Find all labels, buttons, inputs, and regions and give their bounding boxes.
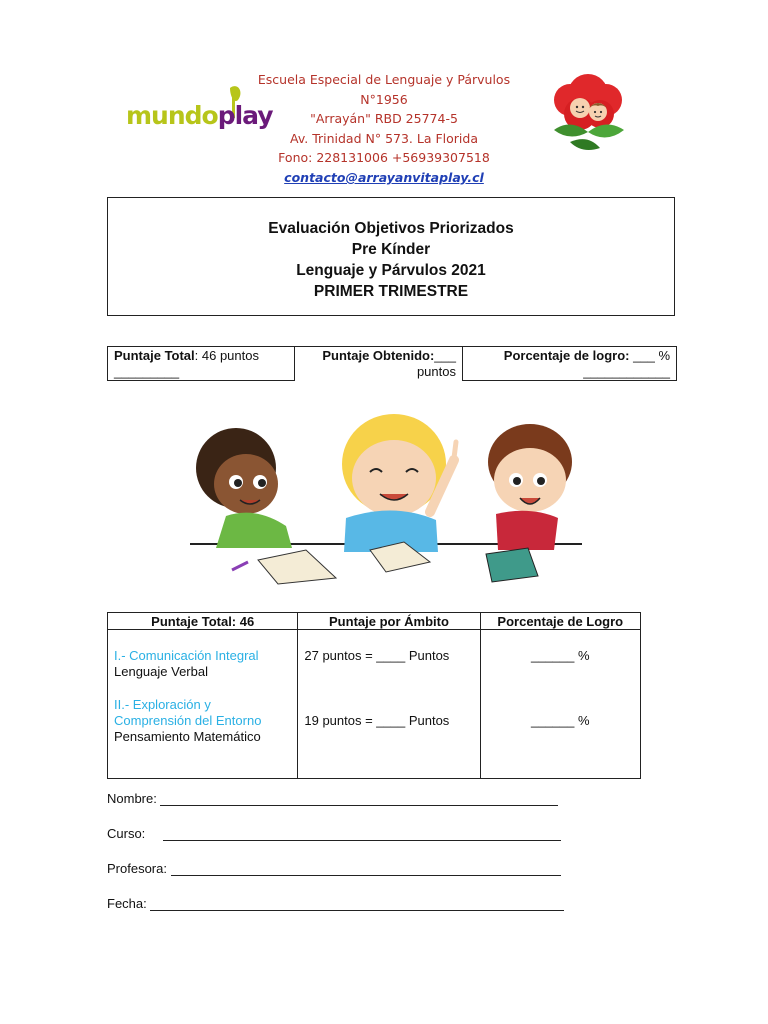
obtained-score-cell — [294, 346, 462, 381]
achievement-percent-label: Porcentaje de logro: — [503, 348, 630, 363]
ambito-1-nucleo: Lenguaje Verbal — [114, 664, 208, 679]
title-line-4: PRIMER TRIMESTRE — [313, 283, 469, 300]
table-header-row — [108, 613, 641, 630]
ambito-2-name-line-1: II.- Exploración y — [114, 697, 211, 712]
ambito-1-puntaje[interactable]: 27 puntos = ____ Puntos — [304, 648, 450, 663]
profesora-label: Profesora: — [107, 861, 167, 876]
logro-cell — [480, 630, 640, 779]
profesora-field — [107, 861, 561, 876]
nombre-label: Nombre: — [107, 791, 157, 806]
school-address: Av. Trinidad N° 573. La Florida — [290, 130, 478, 146]
table-row — [108, 630, 641, 779]
title-line-2: Pre Kínder — [351, 241, 431, 258]
fecha-input-line[interactable] — [150, 897, 564, 911]
ambito-1-logro[interactable]: ______ % — [530, 648, 590, 663]
arrayan-flower-logo — [540, 64, 636, 160]
total-score-label: Puntaje Total — [114, 348, 195, 363]
achievement-percent-cell — [462, 346, 677, 381]
ambito-2-name-line-2: Comprensión del Entorno — [114, 713, 262, 728]
school-info — [236, 70, 532, 188]
ambito-2-logro[interactable]: ______ % — [530, 713, 590, 728]
ambito-2-nucleo: Pensamiento Matemático — [114, 729, 261, 744]
achievement-percent-sign: % — [658, 348, 670, 363]
evaluation-title-box — [107, 197, 675, 316]
achievement-percent-blank-2: ____________ — [583, 364, 670, 379]
curso-field — [107, 826, 561, 841]
ambito-1-name: I.- Comunicación Integral — [114, 648, 259, 663]
obtained-score-unit: puntos — [416, 364, 456, 379]
ambito-cell — [108, 630, 298, 779]
nombre-field — [107, 791, 558, 806]
profesora-input-line[interactable] — [171, 862, 561, 876]
ambito-score-table — [107, 612, 641, 779]
header-total: Puntaje Total: 46 — [108, 613, 298, 630]
school-email-link[interactable]: contacto@arrayanvitaplay.cl — [284, 169, 484, 185]
title-line-3: Lenguaje y Párvulos 2021 — [296, 262, 486, 279]
fecha-label: Fecha: — [107, 896, 147, 911]
curso-input-line[interactable] — [163, 827, 561, 841]
children-reading-illustration — [186, 402, 582, 588]
total-score-value: : 46 puntos — [194, 348, 259, 363]
title-line-1: Evaluación Objetivos Priorizados — [268, 220, 514, 237]
score-summary-row — [107, 346, 677, 381]
curso-label: Curso: — [107, 826, 146, 841]
school-phone: Fono: 228131006 +56939307518 — [278, 150, 490, 166]
obtained-score-blank[interactable]: ___ — [434, 348, 456, 363]
header-puntaje-ambito: Puntaje por Ámbito — [298, 613, 480, 630]
school-name: Escuela Especial de Lenguaje y Párvulos N°1956 — [257, 72, 511, 107]
header-porcentaje-logro: Porcentaje de Logro — [480, 613, 640, 630]
ambito-2-puntaje[interactable]: 19 puntos = ____ Puntos — [304, 713, 450, 728]
school-rbd: "Arrayán" RBD 25774-5 — [310, 111, 458, 127]
nombre-input-line[interactable] — [160, 792, 558, 806]
fecha-field — [107, 896, 564, 911]
achievement-percent-blank[interactable]: ___ — [633, 348, 655, 363]
obtained-score-label: Puntaje Obtenido: — [322, 348, 435, 363]
mundoplay-wordmark: mundoplay — [126, 101, 273, 130]
total-score-blank: _________ — [114, 364, 180, 379]
puntaje-cell — [298, 630, 480, 779]
total-score-cell — [107, 346, 294, 381]
